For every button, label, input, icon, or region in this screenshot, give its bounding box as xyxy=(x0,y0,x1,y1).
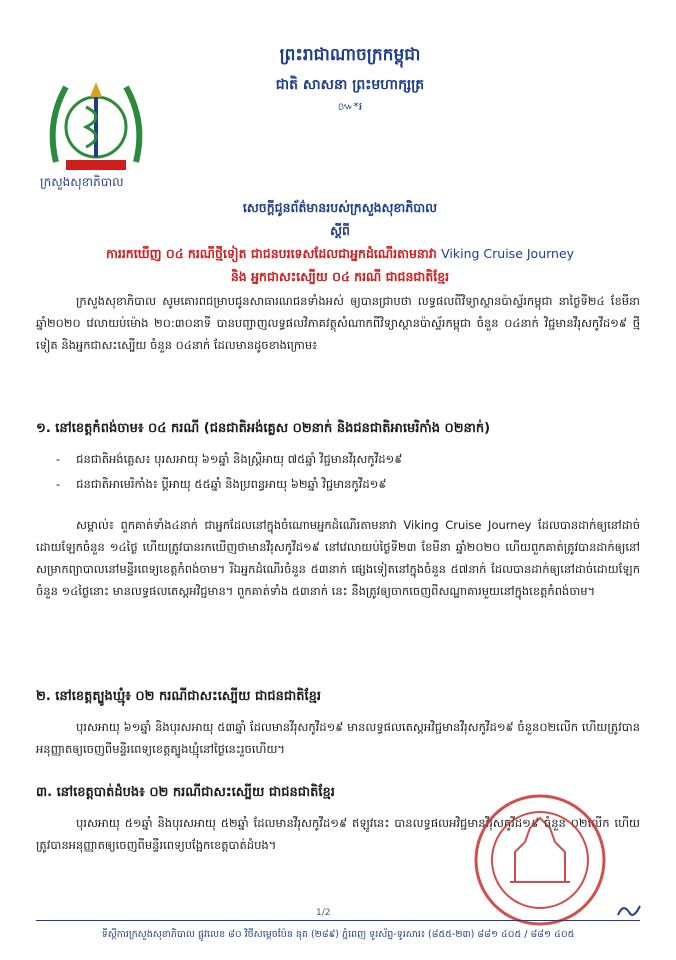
title-line2: ស្ដីពី xyxy=(330,223,350,238)
title-line1: សេចក្ដីជូនព័ត៌មានរបស់ក្រសួងសុខាភិបាល xyxy=(242,200,438,215)
document-title xyxy=(40,200,640,292)
note-body: ដែលបានដាក់ឲ្យនៅដាច់ដោយឡែកចំនួន ១៤ថ្ងៃ ហើយត្រូវបានរកឃើញថាមានវីរុសកូវីដ១៩ នៅវេលាយប់ថ្ងៃទី២៣ ខែមីនា ឆ្នាំ២០២០ ហើយពួកគាត់ត្រូវបានដាក់ឲ្យនៅសម្រាកព្យាបាលនៅមន្ទីរពេទ្យខេត្តកំពង់ចាម។ រីឯអ្នកដំណើរចំនួន ៥៣នាក់ ផ្សេងទៀតនៅក្នុងចំនួន ៥៧នាក់ ដែលបានដាក់ឲ្យនៅដាច់ដោយឡែកចំនួន ១៤ថ្ងៃនោះ មានលទ្ធផលតេស្តអវិជ្ជមាន។ ពួកគាត់ទាំង ៥៣នាក់ នេះ នឹងត្រូវឲ្យចាកចេញពីសណ្ឋាគារមួយនៅក្នុងខេត្តកំពង់ចាម។ xyxy=(36,518,641,598)
official-seal-icon xyxy=(470,790,610,930)
list-item: - ជនជាតិអង់គ្លេស៖ បុរសអាយុ ៦១ឆ្នាំ និងស្ត្រីអាយុ ៧៥ឆ្នាំ វិជ្ជមានវីរុសកូវីដ១៩ xyxy=(56,452,402,469)
section1-bullets xyxy=(56,452,402,502)
ornament: ៚*៛ xyxy=(337,100,363,113)
note-en: Viking Cruise Journey xyxy=(403,518,532,532)
title-line4: និង អ្នកជាសះស្បើយ ០៤ ករណី ជាជនជាតិខ្មែរ xyxy=(230,269,450,284)
kingdom-motto: ជាតិ សាសនា ព្រះមហាក្សត្រ xyxy=(275,77,425,93)
title-line3-km: ការរកឃើញ ០៤ ករណីថ្មីទៀត ជាជនបរទេសដែលជាអ្នកដំណើរតាមនាវា xyxy=(105,246,437,261)
section3-body: បុរសអាយុ ៥១ឆ្នាំ និងបុរសអាយុ ៥២ឆ្នាំ ដែលមានវីរុសកូវីដ១៩ ឥឡូវនេះ បានលទ្ធផលអវិជ្ជមានវីរុសកូវីដ១៩ ចំនួន ០២លើក ហើយត្រូវបានអនុញ្ញាតឲ្យចេញពីមន្ទីរពេទ្យបង្អែកខេត្តបាត់ដំបង។ xyxy=(36,816,640,852)
intro-paragraph: ក្រសួងសុខាភិបាល សូមគោរពជម្រាបជូនសាធារណជនទាំងអស់ ឲ្យបានជ្រាបថា លទ្ធផលពីវិទ្យាស្ថានប៉ាស្ទ័រកម្ពុជា នាថ្ងៃទី២៤ ខែមីនា ឆ្នាំ២០២០ វេលាយប់ម៉ោង ២០:៣០នាទី បានបញ្ជាញលទ្ធផលវិភាគវត្ថុសំណាកពីវិទ្យាស្ថានប៉ាស្ទ័រកម្ពុជា ចំនួន ០៤នាក់ វិជ្ជមានវីរុសកូវីដ១៩ ថ្មីទៀត និងអ្នកជាសះស្បើយ ចំនួន ០៤នាក់ ដែលមានដូចខាងក្រោម៖ xyxy=(36,294,640,352)
section1-note xyxy=(36,514,640,602)
footer-divider xyxy=(36,920,640,921)
signature-icon xyxy=(615,900,643,922)
ministry-health-emblem-icon xyxy=(36,62,156,192)
section2-body: បុរសអាយុ ៦១ឆ្នាំ និងបុរសអាយុ ៥៣ឆ្នាំ ដែលមានវីរុសកូវីដ១៩ មានលទ្ធផលតេស្តអវិជ្ជមានវីរុសកូវីដ១៩ ចំនួន០២លើក ហើយត្រូវបានអនុញ្ញាតឲ្យចេញពីមន្ទីរពេទ្យខេត្តត្បូងឃ្មុំនៅថ្ងៃនេះរួចហើយ។ xyxy=(36,720,640,756)
page-number: 1/2 xyxy=(316,908,331,918)
footer-address: ទីស្ដីការក្រសួងសុខាភិបាល ផ្លូវលេខ ៨០ វិថីសម្ដេចប៉ែន នុត (២៨៩) ភ្នំពេញ ទូរស័ព្ទ-ទូរសារ៖ (៨៥៥-២៣) ៨៨១ ៤០៥ / ៨៨១ ៤០៥ xyxy=(101,929,575,940)
section1-heading: ១. នៅខេត្តកំពង់ចាម៖ ០៤ ករណី (ជនជាតិអង់គ្លេស ០២នាក់ និងជនជាតិអាមេរិកាំង ០២នាក់) xyxy=(36,421,491,436)
ministry-name: ក្រសួងសុខាភិបាល xyxy=(40,175,124,189)
title-line3 xyxy=(40,246,640,265)
kingdom-header xyxy=(210,44,490,116)
section2-heading: ២. នៅខេត្តត្បូងឃ្មុំ៖ ០២ ករណីជាសះស្បើយ ជាជនជាតិខ្មែរ xyxy=(36,689,322,704)
title-line3-en: Viking Cruise Journey xyxy=(441,246,575,261)
list-item: - ជនជាតិអាមេរិកាំង៖ ប្ដីអាយុ ៥៥ឆ្នាំ និងប្រពន្ធអាយុ ៦២ឆ្នាំ វិជ្ជមានកូវីដ១៩ xyxy=(56,477,402,494)
section3-heading: ៣. នៅខេត្តបាត់ដំបង៖ ០២ ករណីជាសះស្បើយ ជាជនជាតិខ្មែរ xyxy=(36,785,335,800)
kingdom-title: ព្រះរាជាណាចក្រកម្ពុជា xyxy=(279,45,421,65)
note-label: សម្គាល់៖ ពួកគាត់ទាំង៤នាក់ ជាអ្នកដែលនៅក្នុងចំណោមអ្នកដំណើរតាមនាវា xyxy=(76,518,397,532)
